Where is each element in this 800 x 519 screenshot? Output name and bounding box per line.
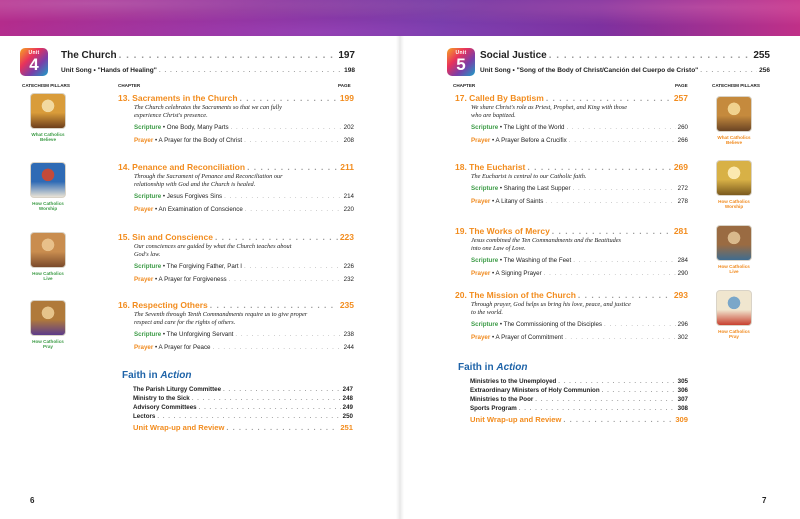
fia-item-4[interactable] [133, 413, 353, 420]
pillar-2 [710, 160, 758, 210]
row-text [133, 413, 155, 420]
chapter-2-prayer[interactable] [134, 206, 354, 213]
fia-item-4-text: Lectors [133, 413, 156, 420]
desc-line-2: who are baptized. [471, 112, 516, 120]
pillar-caption [710, 329, 758, 340]
fia-item-2-page: 306 [677, 387, 688, 394]
chapter-3-title-page: 281 [673, 226, 688, 236]
unit-wrap-up-link-text: Unit Wrap-up and Review [133, 423, 225, 432]
fia-item-1-text: The Parish Liturgy Committee [133, 386, 222, 393]
chapter-4-title-page: 293 [673, 290, 688, 300]
unit-song-page: 256 [759, 67, 770, 74]
row-text [134, 206, 243, 213]
scripture-label: Scripture [471, 257, 499, 264]
pillar-caption-2: Believe [39, 137, 57, 143]
leader-dots [245, 206, 342, 213]
unit-wrap-up-link-page: 251 [340, 423, 353, 432]
prayer-label: Prayer [134, 344, 154, 351]
row-text [470, 387, 600, 394]
leader-dots [223, 386, 341, 393]
father-son-icon [30, 232, 66, 268]
unit-song: Unit Song • "Hands of Healing" [61, 67, 157, 74]
fia-emph: Action [496, 362, 528, 373]
chapter-2-scripture[interactable] [134, 193, 354, 200]
chapter-4-prayer[interactable] [471, 334, 688, 341]
desc-line-1: We share Christ's role as Priest, Prophet, and King with those [471, 104, 628, 111]
row-text [118, 232, 213, 242]
fia-item-3[interactable] [133, 404, 353, 411]
chapter-1-description [471, 104, 690, 121]
leader-dots [527, 162, 671, 172]
fia-item-1[interactable] [133, 386, 353, 393]
chapter-4-prayer[interactable] [134, 344, 354, 351]
pillar-caption-2: Worship [38, 206, 58, 212]
leader-dots [546, 93, 672, 103]
row-text [471, 198, 543, 205]
row-text [455, 93, 544, 103]
leader-dots [573, 257, 675, 264]
fia-item-3-page: 249 [342, 404, 353, 411]
chapter-4-description [134, 311, 356, 328]
chapter-2-scripture[interactable] [471, 185, 688, 192]
row-text [133, 404, 197, 411]
prayer-label: Prayer [134, 137, 154, 144]
pillar-caption-1: How Catholics [718, 264, 750, 269]
pillar-caption-2: Pray [43, 344, 53, 350]
pillar-caption [24, 271, 72, 282]
page-number-right: 7 [762, 496, 767, 505]
row-text [470, 396, 533, 403]
chapter-3-title[interactable] [118, 232, 354, 242]
chapter-2-title[interactable] [118, 162, 354, 172]
fia-item-3[interactable] [470, 396, 688, 403]
chapter-2-scripture-page: 272 [677, 185, 688, 192]
prayer-label: Prayer [471, 270, 491, 277]
chapter-3-prayer-text: • A Signing Prayer [492, 270, 542, 277]
desc-line-1: Through the Sacrament of Penance and Reconciliation our [134, 173, 283, 180]
pillar-caption-2: Believe [725, 140, 743, 146]
leader-dots [210, 300, 338, 310]
header-band-texture [0, 0, 800, 36]
chapter-1-title-text: 17. Called By Baptism [455, 93, 544, 103]
church-interior-icon [30, 93, 66, 129]
chapter-1-prayer[interactable] [471, 137, 688, 144]
chapter-header: CHAPTER [453, 83, 476, 88]
pillar-caption [710, 264, 758, 275]
chapter-4-title[interactable] [455, 290, 688, 300]
chapter-3-scripture-text: • The Forgiving Father, Part I [162, 263, 242, 270]
row-text [118, 300, 208, 310]
fia-item-3-text: Ministries to the Poor [470, 396, 534, 403]
chapter-1-title[interactable] [455, 93, 688, 103]
fia-prefix: Faith in [458, 362, 494, 373]
chapter-1-prayer-page: 208 [343, 137, 354, 144]
row-text [118, 162, 245, 172]
chapter-3-prayer-text: • A Prayer for Forgiveness [155, 276, 227, 283]
chapter-4-description [471, 301, 690, 318]
prayer-label: Prayer [471, 334, 491, 341]
fia-item-1-page: 247 [342, 386, 353, 393]
chapter-1-description [134, 104, 356, 121]
unit-title-line[interactable] [480, 50, 770, 61]
fia-item-2[interactable] [470, 387, 688, 394]
row-text [133, 423, 224, 432]
chapter-4-title[interactable] [118, 300, 354, 310]
chapter-3-prayer-page: 290 [677, 270, 688, 277]
leader-dots [231, 124, 342, 131]
pillar-caption [710, 135, 758, 146]
pillar-1 [24, 93, 72, 143]
pillar-caption-2: Live [43, 276, 53, 282]
chapter-1-scripture[interactable] [471, 124, 688, 131]
leader-dots [213, 344, 342, 351]
pillar-caption-2: Live [729, 269, 739, 275]
unit-song-line[interactable] [480, 67, 770, 74]
row-text [470, 378, 556, 385]
row-text [471, 137, 567, 144]
scripture-label: Scripture [134, 331, 162, 338]
chapter-4-scripture-page: 296 [677, 321, 688, 328]
leader-dots [552, 226, 672, 236]
unit-wrap-up-link[interactable] [133, 423, 353, 432]
row-text [133, 386, 221, 393]
chapter-2-title-page: 211 [340, 162, 354, 172]
desc-line-1: The Seventh through Tenth Commandments require us to give proper [134, 311, 308, 318]
fia-item-2[interactable] [133, 395, 353, 402]
fia-prefix: Faith in [122, 370, 158, 381]
scripture-label: Scripture [471, 321, 499, 328]
scripture-label: Scripture [134, 193, 162, 200]
unit-badge-number: 4 [29, 55, 39, 74]
baptism-font-icon [716, 96, 752, 132]
desc-line-2: relationship with God and the Church is healed. [134, 181, 256, 189]
chapter-2-prayer-page: 278 [677, 198, 688, 205]
pillar-caption-1: How Catholics [32, 201, 64, 206]
leader-dots [244, 137, 342, 144]
leader-dots [224, 193, 342, 200]
leader-dots [215, 232, 338, 242]
pillar-caption-1: How Catholics [718, 199, 750, 204]
pillars-header: CATECHISM PILLARS [22, 83, 70, 88]
chapter-3-prayer[interactable] [471, 270, 688, 277]
pillar-caption-2: Pray [729, 334, 739, 340]
leader-dots [602, 387, 676, 394]
chapter-1-prayer-page: 266 [677, 137, 688, 144]
unit-wrap-up-link-page: 309 [675, 415, 688, 424]
chapter-3-prayer[interactable] [134, 276, 354, 283]
row-text [471, 334, 563, 341]
leader-dots [544, 270, 676, 277]
fia-item-1[interactable] [470, 378, 688, 385]
chapter-4-scripture[interactable] [471, 321, 688, 328]
pillar-caption-1: How Catholics [718, 329, 750, 334]
chapter-4-scripture[interactable] [134, 331, 354, 338]
chapter-1-scripture-text: • The Light of the World [499, 124, 565, 131]
row-text [455, 162, 525, 172]
leader-dots [235, 331, 341, 338]
row-text [471, 270, 542, 277]
row-text [455, 226, 550, 236]
leader-dots [566, 124, 675, 131]
desc-line-2: to the world. [471, 309, 504, 317]
faith-in-action-title [122, 370, 191, 381]
chapter-1-prayer[interactable] [134, 137, 354, 144]
desc-line-2: experience Christ's presence. [134, 112, 208, 120]
chapter-3-prayer-page: 232 [343, 276, 354, 283]
desc-line-2: God's law. [134, 251, 161, 259]
chapter-2-description [471, 173, 690, 181]
chapter-4-scripture-page: 238 [343, 331, 354, 338]
unit-song: Unit Song • "Song of the Body of Christ/Canción del Cuerpo de Cristo" [480, 67, 699, 74]
fia-item-3-text: Advisory Committees [133, 404, 197, 411]
chapter-2-prayer-text: • A Litany of Saints [492, 198, 544, 205]
leader-dots [565, 334, 676, 341]
chapter-1-title-page: 199 [339, 93, 354, 103]
fia-item-2-text: Extraordinary Ministers of Holy Communion [470, 387, 600, 394]
pillar-caption [24, 339, 72, 350]
row-text [471, 257, 571, 264]
unit-5-badge [447, 48, 475, 76]
pillar-caption-1: How Catholics [32, 271, 64, 276]
scripture-label: Scripture [134, 124, 162, 131]
unit-page: 255 [753, 50, 770, 61]
unit-wrap-up-link[interactable] [470, 415, 688, 424]
leader-dots [247, 162, 338, 172]
chapter-1-prayer-text: • A Prayer for the Body of Christ [155, 137, 243, 144]
pillar-caption-1: What Catholics [31, 132, 65, 137]
leader-dots [545, 198, 675, 205]
prayer-label: Prayer [471, 198, 491, 205]
leader-dots [519, 405, 676, 412]
chapter-2-prayer[interactable] [471, 198, 688, 205]
row-text [134, 331, 233, 338]
chapter-2-description [134, 173, 356, 190]
chapter-4-prayer-page: 244 [343, 344, 354, 351]
people-praying-icon [30, 300, 66, 336]
leader-dots [535, 396, 675, 403]
washing-feet-icon [716, 225, 752, 261]
row-text [134, 263, 242, 270]
chapter-3-title[interactable] [455, 226, 688, 236]
fia-item-3-page: 307 [677, 396, 688, 403]
row-text [133, 395, 190, 402]
chapter-1-scripture-text: • One Body, Many Parts [162, 124, 229, 131]
unit-song-page: 198 [344, 67, 355, 74]
chapter-4-scripture-text: • The Commissioning of the Disciples [499, 321, 603, 328]
chapter-3-scripture-page: 284 [677, 257, 688, 264]
unit-badge-number: 5 [456, 55, 466, 74]
row-text [134, 124, 229, 131]
chapter-2-title[interactable] [455, 162, 688, 172]
fia-item-4-page: 250 [342, 413, 353, 420]
desc-line-1: The Eucharist is central to our Catholic faith. [471, 173, 587, 180]
chapter-2-title-page: 269 [673, 162, 688, 172]
jesus-icon [716, 290, 752, 326]
chapter-1-title-page: 257 [673, 93, 688, 103]
chapter-4-title-page: 235 [339, 300, 354, 310]
chapter-3-scripture-text: • The Washing of the Feet [499, 257, 572, 264]
pillar-caption [24, 201, 72, 212]
fia-emph: Action [160, 370, 192, 381]
pillar-caption-1: How Catholics [32, 339, 64, 344]
chapter-1-title-text: 13. Sacraments in the Church [118, 93, 238, 103]
prayer-label: Prayer [134, 276, 154, 283]
page-header: PAGE [338, 83, 351, 88]
chapter-4-scripture-text: • The Unforgiving Servant [162, 331, 234, 338]
unit-title: Social Justice [480, 50, 547, 61]
fia-item-4[interactable] [470, 405, 688, 412]
row-text [471, 124, 564, 131]
pillar-3 [24, 232, 72, 282]
row-text [118, 93, 238, 103]
unit-4-badge [20, 48, 48, 76]
chapter-2-title-text: 14. Penance and Reconciliation [118, 162, 246, 172]
leader-dots [192, 395, 341, 402]
page-header: PAGE [675, 83, 688, 88]
unit-wrap-up-link-text: Unit Wrap-up and Review [470, 415, 562, 424]
unit-title: The Church [61, 50, 117, 61]
prayer-label: Prayer [134, 206, 154, 213]
chapter-3-scripture[interactable] [471, 257, 688, 264]
chapter-3-title-text: 19. The Works of Mercy [455, 226, 550, 236]
leader-dots [226, 423, 338, 432]
pillar-caption [24, 132, 72, 143]
chapter-2-scripture-text: • Jesus Forgives Sins [162, 193, 223, 200]
leader-dots [604, 321, 676, 328]
pillar-4 [24, 300, 72, 350]
leader-dots [244, 263, 342, 270]
row-text [455, 290, 576, 300]
book-gutter [396, 36, 404, 519]
fia-item-1-text: Ministries to the Unemployed [470, 378, 557, 385]
chapter-2-scripture-text: • Sharing the Last Supper [499, 185, 571, 192]
page-number-left: 6 [30, 496, 35, 505]
unit-badge-word: Unit [455, 50, 467, 56]
chapter-3-scripture[interactable] [134, 263, 354, 270]
desc-line-1: Jesus combined the Ten Commandments and the Beatitudes [471, 237, 621, 244]
unit-song-line[interactable] [61, 67, 355, 74]
fia-item-4-text: Sports Program [470, 405, 517, 412]
leader-dots [573, 185, 676, 192]
chapter-1-prayer-text: • A Prayer Before a Crucifix [492, 137, 567, 144]
pillar-4 [710, 290, 758, 340]
row-text [471, 185, 571, 192]
fia-item-4-page: 308 [677, 405, 688, 412]
chalice-icon [716, 160, 752, 196]
row-text [134, 193, 222, 200]
unit-page: 197 [338, 50, 355, 61]
desc-line-2: respect and care for the rights of others. [134, 319, 236, 327]
leader-dots [563, 415, 673, 424]
chapter-4-title-text: 20. The Mission of the Church [455, 290, 576, 300]
fia-item-2-text: Ministry to the Sick [133, 395, 190, 402]
leader-dots [578, 290, 672, 300]
desc-line-1: Our consciences are guided by what the Church teaches about [134, 243, 292, 250]
leader-dots [157, 413, 340, 420]
scripture-label: Scripture [134, 263, 162, 270]
chapter-2-title-text: 18. The Eucharist [455, 162, 526, 172]
row-text [134, 276, 227, 283]
desc-line-1: The Church celebrates the Sacraments so that we can fully [134, 104, 282, 111]
unit-title-line[interactable] [61, 50, 355, 61]
pillar-3 [710, 225, 758, 275]
pillars-header: CATECHISM PILLARS [712, 83, 760, 88]
chapter-header: CHAPTER [118, 83, 141, 88]
pillar-caption-2: Worship [724, 204, 744, 210]
pillar-caption [710, 199, 758, 210]
chapter-2-scripture-page: 214 [343, 193, 354, 200]
scripture-label: Scripture [471, 124, 499, 131]
prayer-label: Prayer [471, 137, 491, 144]
unit-badge-word: Unit [28, 50, 40, 56]
scripture-label: Scripture [471, 185, 499, 192]
chapter-1-scripture-page: 202 [343, 124, 354, 131]
chapter-4-prayer-text: • A Prayer of Commitment [492, 334, 563, 341]
chapter-4-prayer-text: • A Prayer for Peace [155, 344, 211, 351]
chapter-3-scripture-page: 226 [343, 263, 354, 270]
desc-line-2: into one Law of Love. [471, 245, 526, 253]
fia-item-2-page: 248 [342, 395, 353, 402]
leader-dots [229, 276, 342, 283]
leader-dots [558, 378, 675, 385]
chapter-2-prayer-text: • An Examination of Conscience [155, 206, 243, 213]
chapter-1-title[interactable] [118, 93, 354, 103]
leader-dots [569, 137, 676, 144]
chapter-4-title-text: 16. Respecting Others [118, 300, 208, 310]
pillar-caption-1: What Catholics [717, 135, 751, 140]
row-text [134, 344, 211, 351]
priest-confession-icon [30, 162, 66, 198]
pillar-1 [710, 96, 758, 146]
faith-in-action-title [458, 362, 527, 373]
chapter-4-prayer-page: 302 [677, 334, 688, 341]
chapter-2-prayer-page: 220 [343, 206, 354, 213]
row-text [134, 137, 242, 144]
leader-dots [240, 93, 338, 103]
chapter-1-scripture[interactable] [134, 124, 354, 131]
chapter-3-title-page: 223 [339, 232, 354, 242]
chapter-3-title-text: 15. Sin and Conscience [118, 232, 213, 242]
chapter-3-description [471, 237, 690, 254]
desc-line-1: Through prayer, God helps us bring his love, peace, and justice [471, 301, 631, 308]
chapter-3-description [134, 243, 356, 260]
row-text [470, 415, 561, 424]
fia-item-1-page: 305 [677, 378, 688, 385]
chapter-1-scripture-page: 260 [677, 124, 688, 131]
pillar-2 [24, 162, 72, 212]
row-text [471, 321, 602, 328]
row-text [470, 405, 517, 412]
leader-dots [199, 404, 341, 411]
